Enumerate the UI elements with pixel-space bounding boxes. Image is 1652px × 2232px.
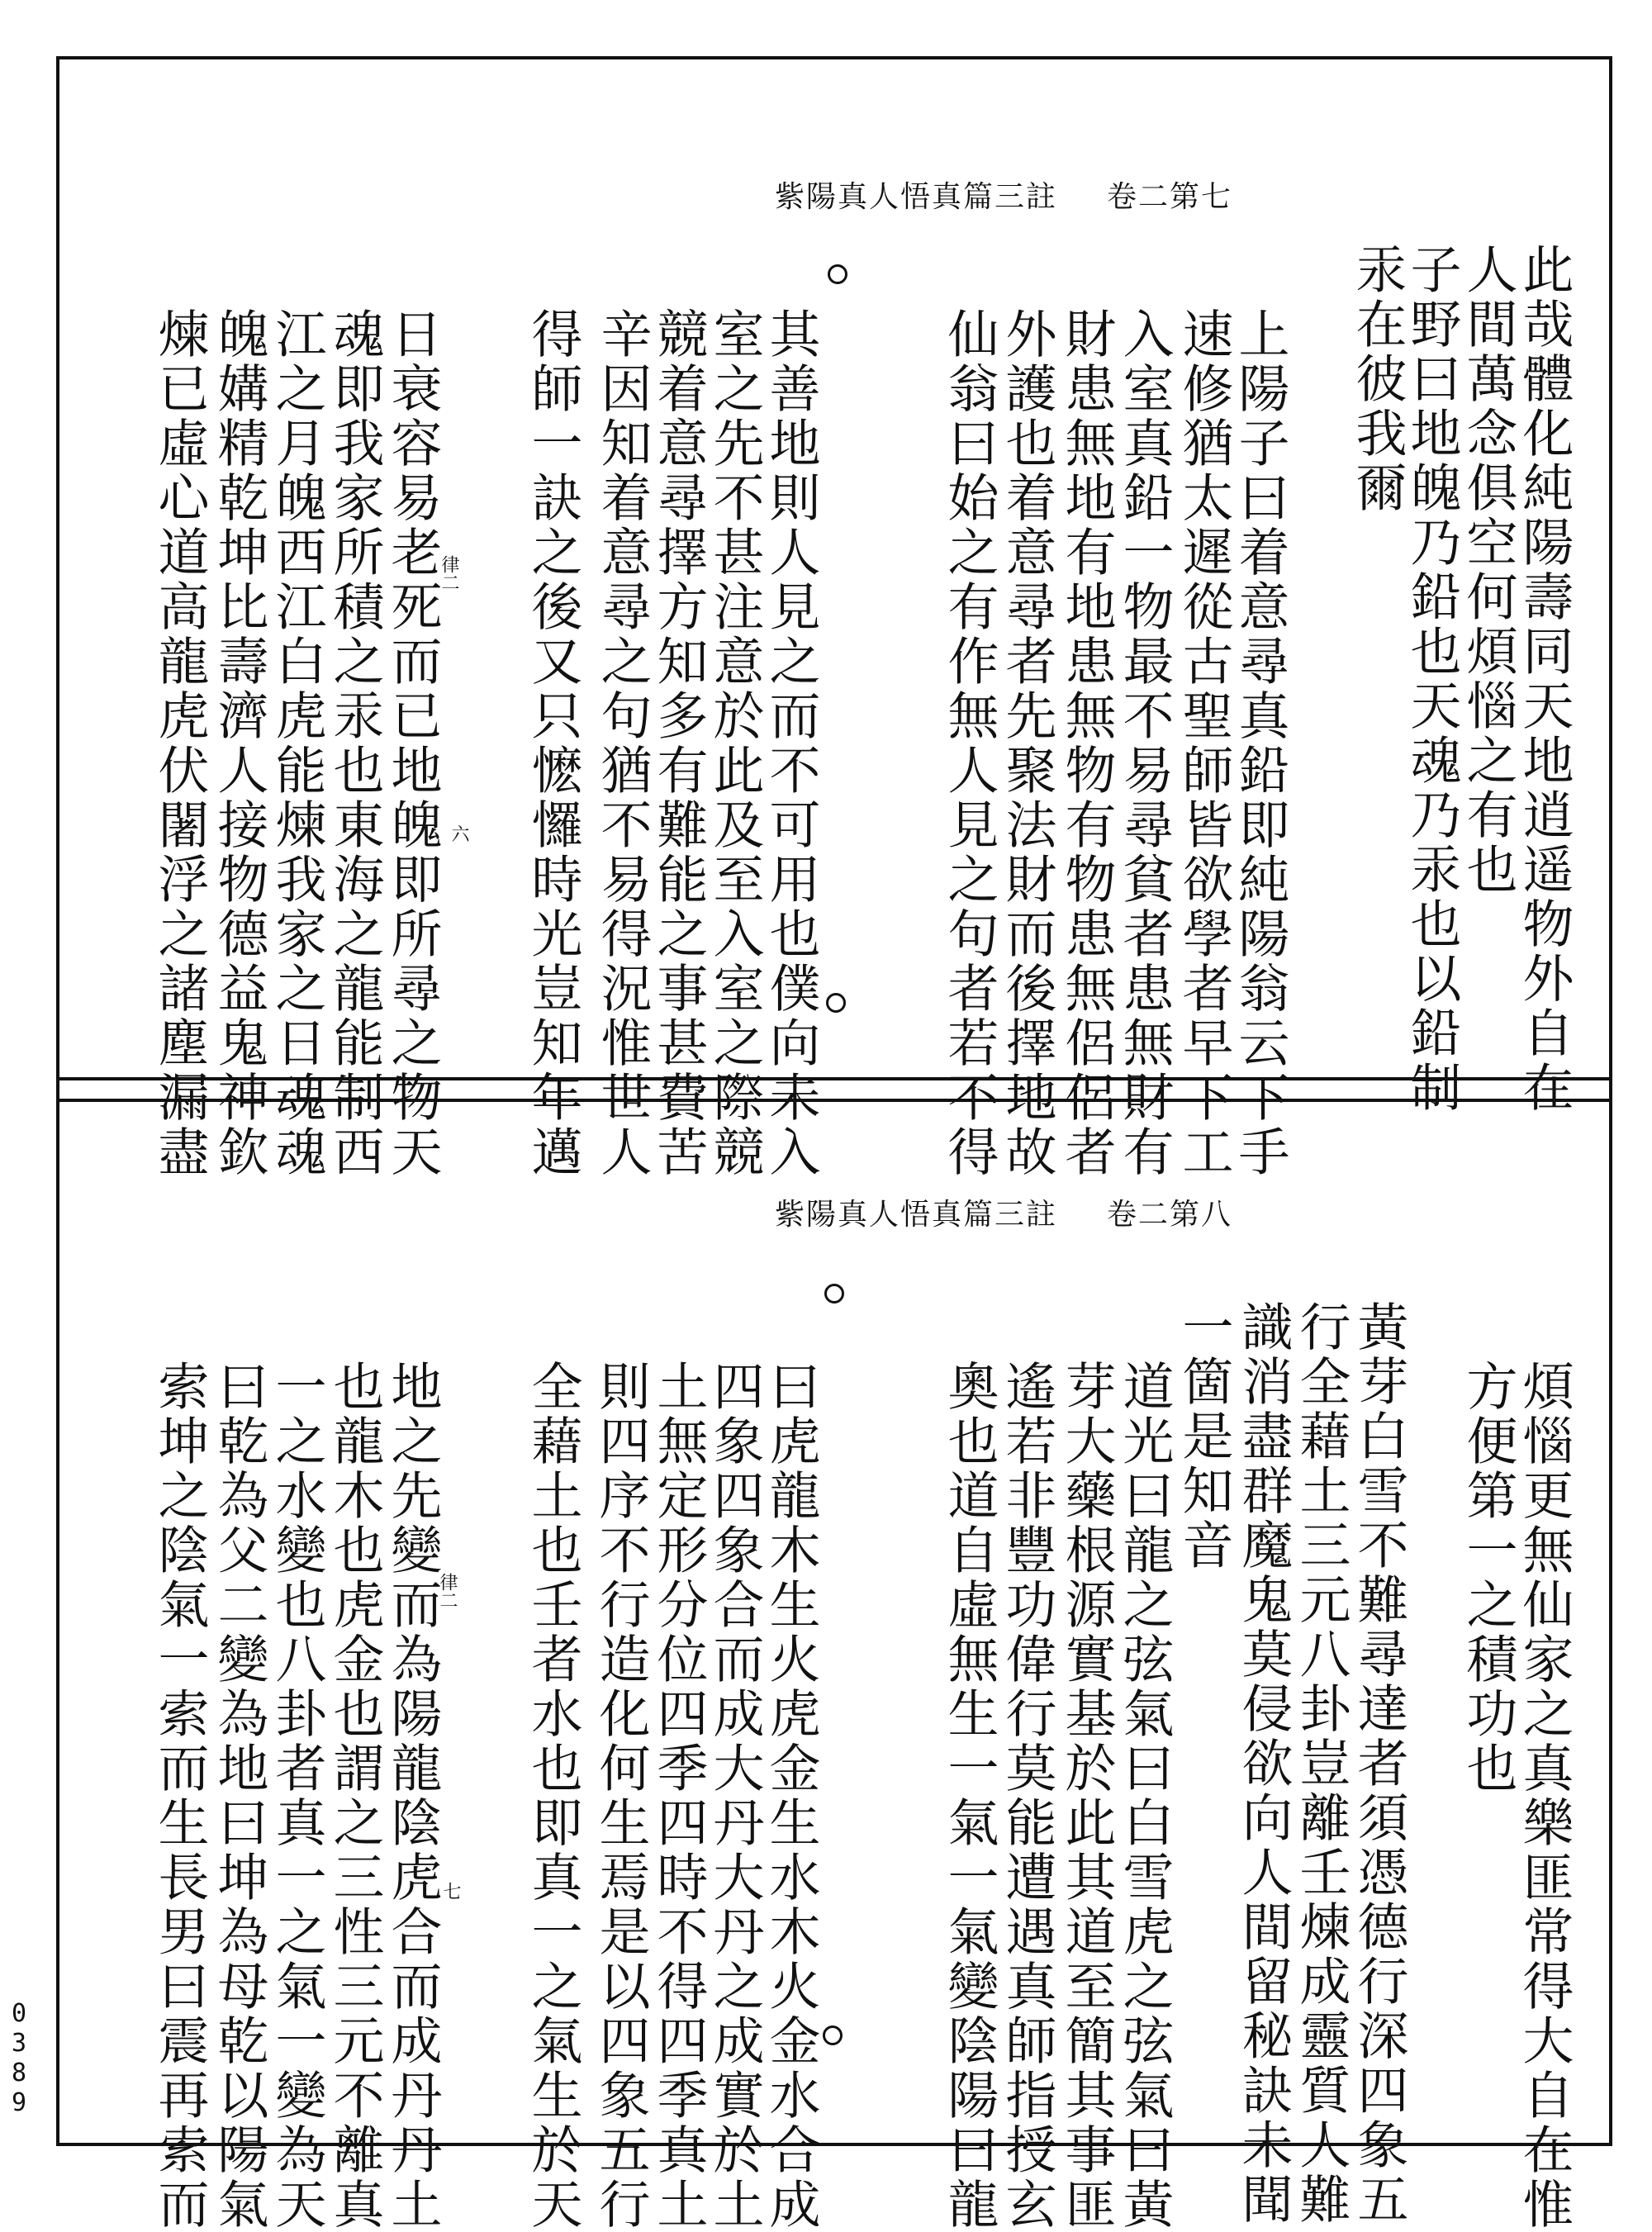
text-column: 芽大藥根源實基於此其道至簡其事匪 [1056, 1360, 1117, 2232]
text-column: 土無定形分位四季四時不得四季真土 [648, 1360, 709, 2232]
text-column: 汞在彼我爾 [1347, 243, 1408, 515]
text-column: 魄媾精乾坤比壽濟人接物德益鬼神欽 [209, 307, 269, 1180]
circle-mark [826, 993, 846, 1013]
text-column: 入室真鉛一物最不易尋貧者患無財有 [1114, 307, 1175, 1180]
text-column: 地之先變而為陽龍陰虎合而成丹丹土 [382, 1360, 443, 2232]
text-column: 其善地則人見之而不可用也僕向未入 [761, 307, 821, 1180]
text-column: 得師一訣之後又只懡㦬時光豈知年邁 [523, 307, 583, 1180]
text-column: 速修猶太遲從古聖師皆欲學者早下工 [1174, 307, 1234, 1180]
text-column: 全藉土也壬者水也即真一之氣生於天 [523, 1360, 583, 2232]
text-column: 一箇是知音 [1174, 1300, 1234, 1573]
text-column: 競着意尋擇方知多有難能之事甚費苦 [648, 307, 709, 1180]
text-column: 一之水變也八卦者真一之氣一變為天 [267, 1360, 327, 2232]
text-column: 日衰容易老死而已地魄即所尋之物天 [382, 307, 443, 1180]
page-frame [56, 56, 1612, 2232]
text-column: 遙若非豐功偉行莫能遭遇真師指授玄 [997, 1360, 1057, 2232]
circle-mark [824, 1284, 844, 1304]
text-column: 則四序不行造化何生焉是以四象五行 [591, 1360, 651, 2232]
text-column: 此哉體化純陽壽同天地逍遥物外自在 [1514, 243, 1574, 1115]
top-header-title: 紫陽真人悟真篇三註 [774, 180, 1057, 214]
circle-mark [823, 2025, 843, 2045]
top-header-volume: 卷二第七 [1106, 180, 1232, 214]
text-column: 方便第一之積功也 [1458, 1360, 1518, 1796]
text-column: 人間萬念俱空何煩惱之有也 [1458, 243, 1518, 897]
top-header [59, 173, 1232, 216]
text-column: 黃芽白雪不難尋達者須憑德行深四象五 [1349, 1300, 1409, 2227]
text-column: 外護也着意尋者先聚法財而後擇地故 [997, 307, 1057, 1180]
marginal-note: 六 [449, 824, 469, 843]
bottom-header-title: 紫陽真人悟真篇三註 [774, 1198, 1057, 1232]
text-column: 辛因知着意尋之句猶不易得況惟世人 [592, 307, 653, 1180]
text-column: 道光曰龍之弦氣曰白雪虎之弦氣曰黃 [1114, 1360, 1175, 2232]
bottom-header-volume: 卷二第八 [1106, 1198, 1232, 1232]
text-column: 江之月魄西江白虎能煉我家之日魂魂 [267, 307, 327, 1180]
text-column: 財患無地有地患無物有物患無侶侶者 [1056, 307, 1117, 1180]
text-column: 行全藉土三元八卦豈離壬煉成靈質人難 [1291, 1300, 1351, 2227]
page-number: 0 3 8 9 [11, 1999, 27, 2117]
text-column: 上陽子曰着意尋真鉛即純陽翁云下手 [1230, 307, 1290, 1180]
panel-divider [59, 1077, 1609, 1102]
text-column: 也龍木也虎金也謂之三性三元不離真 [325, 1360, 385, 2232]
text-column: 曰虎龍木生火虎金生水木火金水合成 [761, 1360, 821, 2232]
text-column: 奧也道自虛無生一氣一氣變陰陽曰龍 [939, 1360, 999, 2232]
text-column: 室之先不甚注意於此及至入室之際競 [705, 307, 765, 1180]
text-column: 子野曰地魄乃鉛也天魂乃汞也以鉛制 [1402, 243, 1462, 1115]
marginal-note: 律二 [437, 1573, 458, 1609]
text-column: 仙翁曰始之有作無人見之句者若不得 [939, 307, 999, 1180]
marginal-note: 律二 [439, 555, 459, 591]
bottom-header [59, 1191, 1232, 1233]
text-column: 魂即我家所積之汞也東海之龍能制西 [325, 307, 385, 1180]
text-column: 識消盡群魔鬼莫侵欲向人間留秘訣未聞 [1233, 1300, 1294, 2227]
text-column: 索坤之陰氣一索而生長男曰震再索而 [150, 1360, 210, 2232]
bottom-panel [59, 1102, 1609, 2232]
text-column: 煩惱更無仙家之真樂匪常得大自在惟 [1514, 1360, 1574, 2232]
text-column: 四象四象合而成大丹大丹之成實於土 [705, 1360, 765, 2232]
top-panel [59, 59, 1609, 1180]
marginal-note: 七 [440, 1882, 461, 1900]
text-column: 曰乾為父二變為地曰坤為母乾以陽氣 [209, 1360, 269, 2232]
text-column: 煉已虛心道高龍虎伏闍浮之諸塵漏盡 [150, 307, 210, 1180]
circle-mark [828, 264, 847, 284]
